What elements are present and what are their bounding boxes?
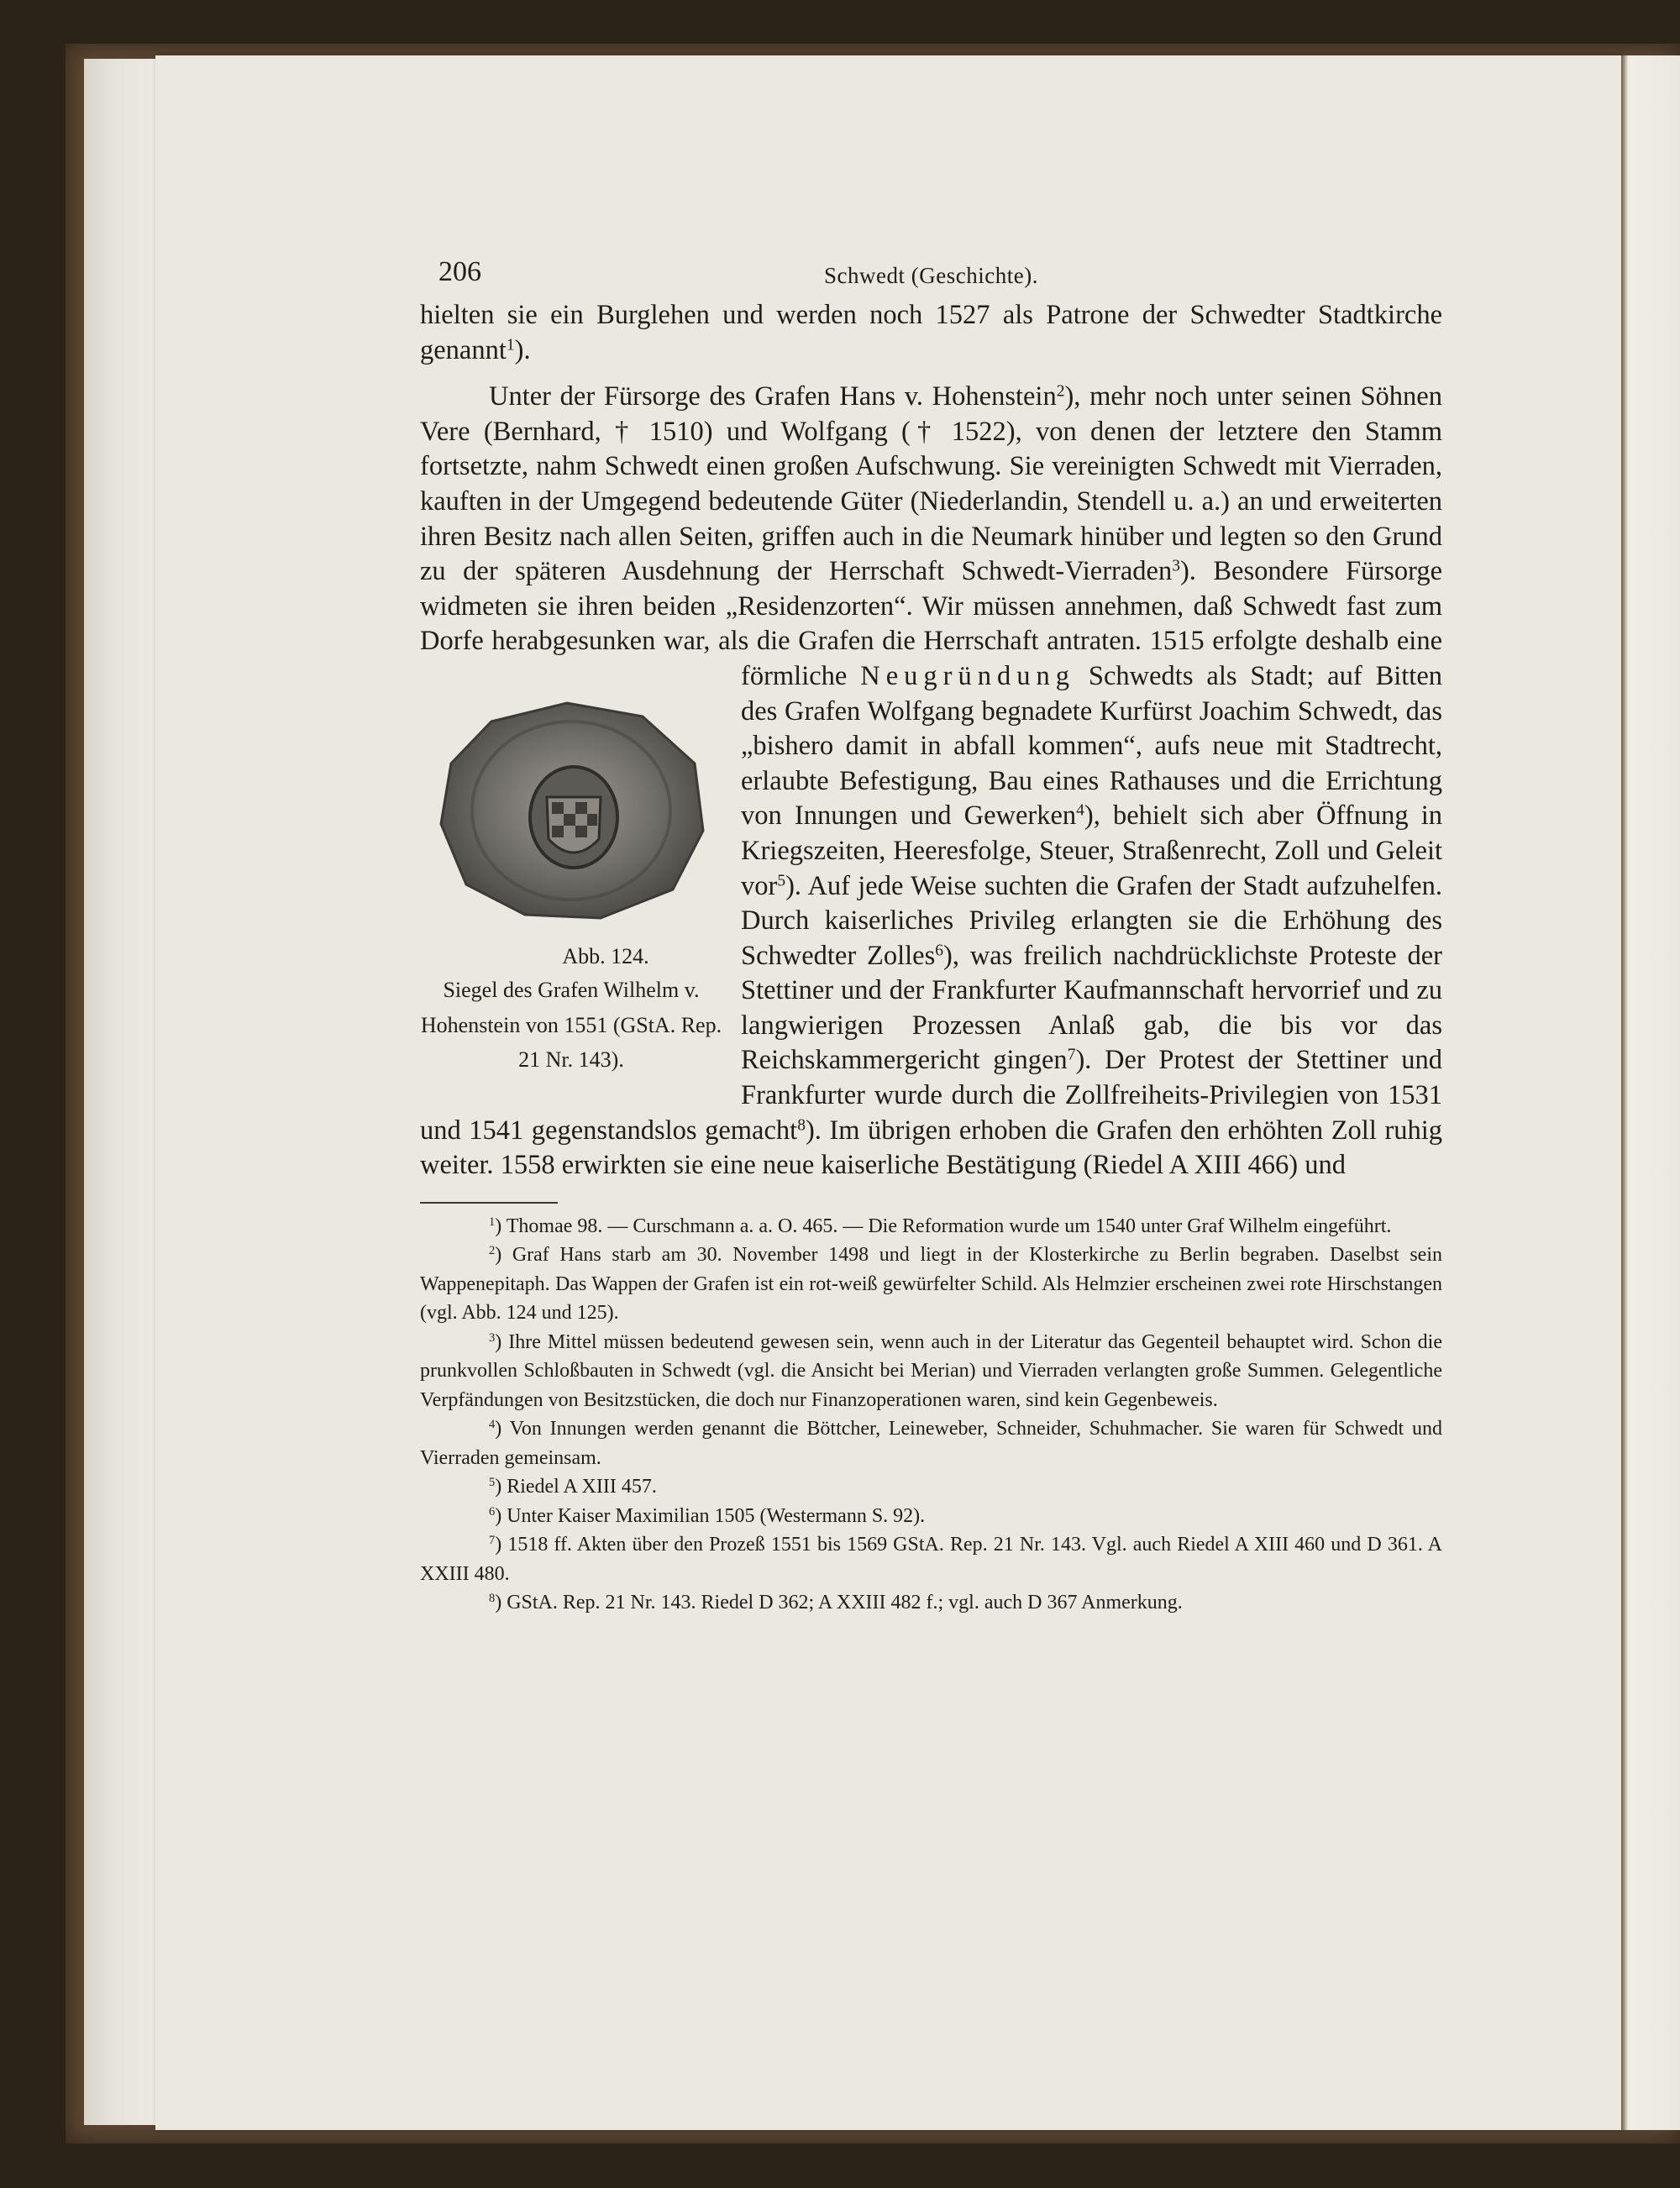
footnote-ref-3[interactable]: 3 (1172, 557, 1180, 575)
footnote-ref-4[interactable]: 4 (1076, 801, 1084, 820)
footnote: $^3$) Ihre Mittel müssen bedeutend gewesen sein, wenn auch in der Literatur das Gegenteil behauptet wird. Schon die prunkvollen Schloßbauten in Schwedt (vgl. die Ansicht bei Merian) und Vierraden verlangten große Summen. Gelegentliche Verpfändungen von Besitzstücken, die doch nur Finanzoperationen waren, sind kein Gegenbeweis. (420, 1330, 1442, 1411)
running-head-title: Schwedt (Geschichte). (824, 263, 1038, 288)
paragraph-2: Unter der Fürsorge des Grafen Hans v. Hohenstein$^2$), mehr noch unter seinen Söhnen Vere (Bernhard, † 1510) und Wolfgang († 1522), von denen der letztere den Stamm fortsetzte, nahm Schwedt einen großen Aufschwung. Sie vereinigten Schwedt mit Vierraden, kauften in der Umgegend bedeutende Güter (Niederlandin, Stendell u. a.) an und erweiterten ihren Besitz nach allen Seiten, griffen auch in die Neumark hinüber und legten so den Grund zu der späteren Ausdehnung der Herrschaft Schwedt-Vierraden$^3$). Besondere Fürsorge widmeten sie ihren beiden „Residenzorten“. Wir müssen annehmen, daß Schwedt fast zum Dorfe herabgesunken war, als die Grafen die Herrschaft antraten. 1515 erfolgte deshalb eine förmliche Abb. 124. Siegel des Grafen Wilhelm v. Hohenstein von 1551 (GStA. Rep. 21 Nr. 143). Neugründung Schwedts als Stadt; auf Bitten des Grafen Wolfgang begnadete Kurfürst Joachim Schwedt, das „bishero damit in abfall kommen“, aufs neue mit Stadtrecht, erlaubte Befestigung, Bau eines Rathauses und die Errichtung von Innungen und Gewerken$^4$), behielt sich aber Öffnung in Kriegszeiten, Heeresfolge, Steuer, Straßenrecht, Zoll und Geleit vor$^5$). Auf jede Weise suchten die Grafen der Stadt aufzuhelfen. Durch kaiserliches Privileg erlangten sie die Erhöhung des Schwedter Zolles$^6$), was freilich nachdrücklichste Proteste der Stettiner und der Frankfurter Kaufmannschaft hervorrief und zu langwierigen Prozessen Anlaß gab, die bis vor das Reichskammergericht gingen$^7$). Der Protest der Stettiner und Frankfurter wurde durch die Zollfreiheits-Privilegien von 1531 und 1541 gegenstandslos gemacht$^8$). Im übrigen erhoben die Grafen den erhöhten Zoll ruhig weiter. 1558 erwirkten sie eine neue kaiserliche Bestätigung (Riedel A XIII 466) und (420, 381, 1443, 1181)
footnote: $^1$) Thomae 98. — Curschmann a. a. O. 465. — Die Reformation wurde um 1540 unter Graf Wilhelm eingeführt. (489, 1215, 1392, 1237)
page-content (420, 248, 1442, 1618)
page-number: 206 (438, 256, 481, 287)
footnote: $^2$) Graf Hans starb am 30. November 1498 und liegt in der Klosterkirche zu Berlin begraben. Daselbst sein Wappenepitaph. Das Wappen der Grafen ist ein rot-weiß gewürfelter Schild. Als Helmzier erscheinen zwei rote Hirschstangen (vgl. Abb. 124 und 125). (420, 1244, 1442, 1325)
paragraph-1: hielten sie ein Burglehen und werden noch 1527 als Patrone der Schwedter Stadtkirche genannt$^1$). (420, 300, 1442, 365)
footnote-ref-1[interactable]: 1 (506, 335, 515, 354)
footnote: $^6$) Unter Kaiser Maximilian 1505 (Westermann S. 92). (489, 1504, 926, 1527)
footnote-ref-2[interactable]: 2 (1056, 382, 1065, 401)
figure-caption (420, 942, 722, 1072)
body-text (420, 298, 1442, 1183)
footnote: $^4$) Von Innungen werden genannt die Böttcher, Leineweber, Schneider, Schuhmacher. Sie waren für Schwedt und Vierraden gemeinsam. (420, 1418, 1443, 1469)
footnote: $^8$) GStA. Rep. 21 Nr. 143. Riedel D 362; A XXIII 482 f.; vgl. auch D 367 Anmerkung. (489, 1592, 1183, 1614)
running-head (420, 248, 1442, 298)
footnote: $^7$) 1518 ff. Akten über den Prozeß 1551 bis 1569 GStA. Rep. 21 Nr. 143. Vgl. auch Riedel A XIII 460 und D 361. A XXIII 480. (420, 1534, 1442, 1585)
footnote-ref-8[interactable]: 8 (797, 1115, 806, 1134)
footnote-divider (420, 1202, 558, 1204)
figure-seal (420, 666, 722, 1077)
footnotes (420, 1212, 1442, 1618)
seal-image (433, 698, 710, 925)
figure-label: Abb. 124. (562, 943, 649, 968)
left-page-edge (84, 59, 160, 2125)
footnote: $^5$) Riedel A XIII 457. (489, 1476, 657, 1498)
footnote-ref-7[interactable]: 7 (1067, 1046, 1076, 1064)
right-page-edge (1621, 55, 1680, 2130)
figure-caption-text: Siegel des Grafen Wilhelm v. Hohenstein von 1551 (GStA. Rep. 21 Nr. 143). (420, 977, 722, 1073)
emphasis-neugruendung: Neugründung (860, 660, 1075, 691)
footnote-ref-5[interactable]: 5 (777, 871, 786, 889)
footnote-ref-6[interactable]: 6 (935, 941, 944, 959)
